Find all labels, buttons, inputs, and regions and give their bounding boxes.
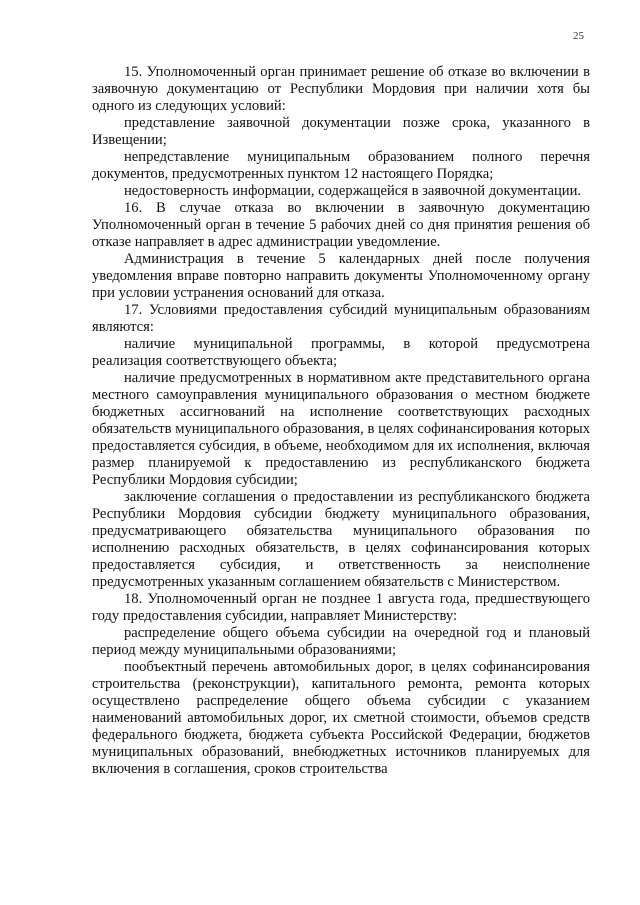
paragraph-15-intro: 15. Уполномоченный орган принимает решение об отказе во включении в заявочную документацию от Республики Мордовия при наличии хотя бы одного из следующих условий: [92, 64, 590, 114]
paragraph-agreement-condition: заключение соглашения о предоставлении из республиканского бюджета Республики Мордовия субсидии бюджету муниципального образования, предусматривающего обязательства муниципального образования по исполнению расходных обязательств, в целях софинансирования которых предоставляется субсидия, и ответственность за неисполнение предусмотренных указанным соглашением обязательств с Министерством. [92, 489, 590, 590]
paragraph-condition-unreliable: недостоверность информации, содержащейся в заявочной документации. [124, 183, 582, 199]
paragraph-object-list: пообъектный перечень автомобильных дорог, в целях софинансирования строительства (реконструкции), капитального ремонта, ремонта которых осуществлено распределение общего объема субсидии с указанием наименований автомобильных дорог, их сметной стоимости, объемов средств федерального бюджета, бюджета субъекта Российской Федерации, бюджетов муниципальных образований, внебюджетных источников планируемых для включения в соглашения, сроков строительства [92, 659, 590, 777]
paragraph-distribution: распределение общего объема субсидии на очередной год и плановый период между муниципальными образованиями; [92, 625, 590, 658]
paragraph-budget-condition: наличие предусмотренных в нормативном акте представительного органа местного самоуправления муниципального образования о местном бюджете бюджетных ассигнований на исполнение соответствующих расходных обязательств муниципального образования, в целях софинансирования которых предоставляется субсидия, в объеме, необходимом для их исполнения, включая размер планируемой к предоставлению из республиканского бюджета Республики Мордовия субсидии; [92, 370, 590, 488]
document-body [92, 64, 590, 778]
paragraph-program-condition: наличие муниципальной программы, в которой предусмотрена реализация соответствующего объекта; [92, 336, 590, 369]
paragraph-condition-late: представление заявочной документации позже срока, указанного в Извещении; [92, 115, 590, 148]
paragraph-18-intro: 18. Уполномоченный орган не позднее 1 августа года, предшествующего году предоставления субсидии, направляет Министерству: [92, 591, 590, 624]
paragraph-condition-incomplete: непредставление муниципальным образованием полного перечня документов, предусмотренных пунктом 12 настоящего Порядка; [92, 149, 590, 182]
paragraph-16: 16. В случае отказа во включении в заявочную документацию Уполномоченный орган в течение 5 рабочих дней со дня принятия решения об отказе направляет в адрес администрации уведомление. [92, 200, 590, 250]
page-number: 25 [573, 30, 584, 42]
paragraph-17-intro: 17. Условиями предоставления субсидий муниципальным образованиям являются: [92, 302, 590, 335]
paragraph-resubmission: Администрация в течение 5 календарных дней после получения уведомления вправе повторно направить документы Уполномоченному органу при условии устранения оснований для отказа. [92, 251, 590, 301]
